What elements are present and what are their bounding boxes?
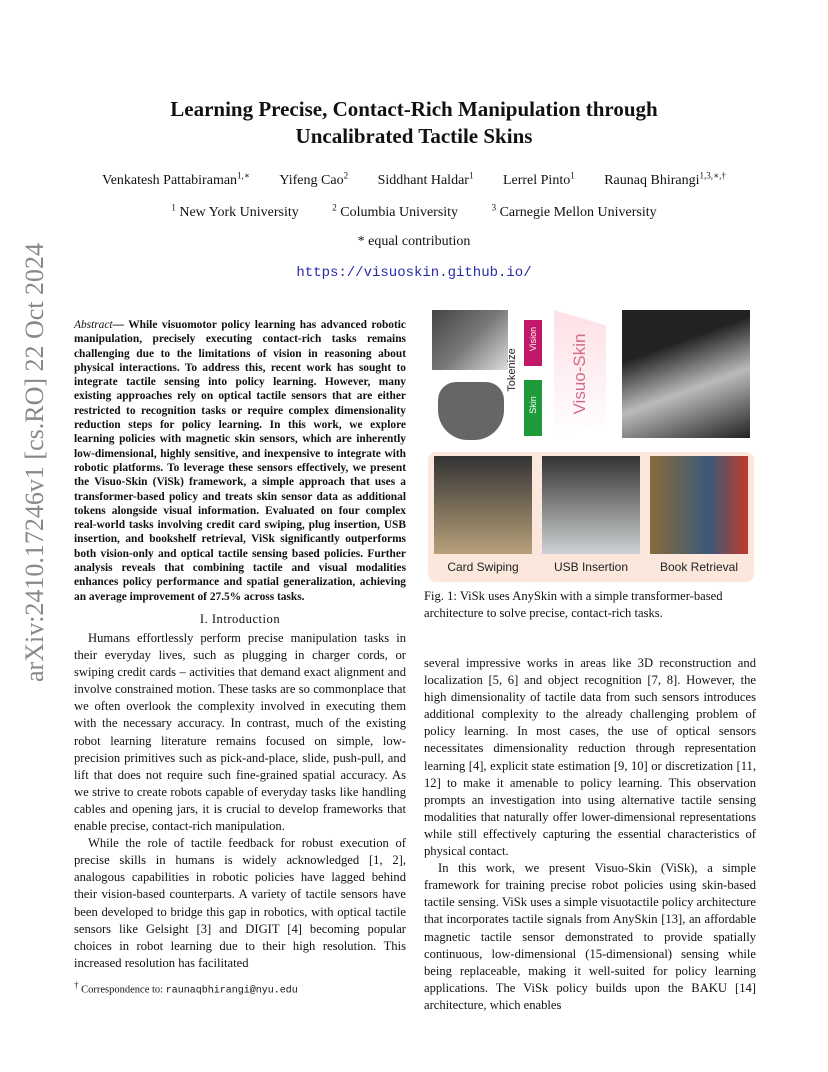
tokenize-label: Tokenize (506, 348, 518, 392)
author (502, 170, 575, 188)
author (279, 170, 349, 188)
paper-title (0, 96, 828, 150)
title-line-2: Uncalibrated Tactile Skins (295, 124, 533, 148)
skin-label: Skin (528, 396, 538, 414)
author (377, 170, 474, 188)
author-list (0, 170, 828, 189)
author-sup: 1 (570, 170, 575, 180)
author (604, 170, 726, 188)
footnote-mark: † (74, 980, 79, 990)
affil-sup: 1 (171, 202, 176, 212)
footnote-text: Correspondence to: (81, 984, 164, 996)
project-url-link[interactable]: https://visuoskin.github.io/ (296, 265, 532, 281)
intro-column (74, 630, 406, 972)
affiliation (491, 202, 657, 220)
skin-sensor-photo (438, 382, 504, 440)
usb-insertion-photo (542, 456, 640, 554)
task-label-card: Card Swiping (447, 560, 519, 574)
title-line-1: Learning Precise, Contact-Rich Manipulation through (170, 97, 658, 121)
author-name: Yifeng Cao (279, 172, 344, 188)
affil-name: Carnegie Mellon University (499, 204, 657, 220)
vision-label: Vision (528, 326, 538, 352)
author-sup: 2 (343, 170, 349, 180)
affil-sup: 3 (491, 202, 497, 212)
section-heading: I. Introduction (199, 612, 281, 626)
author-sup: 1,3,∗,† (699, 170, 726, 180)
right-column (424, 655, 756, 1014)
arxiv-identifier: arXiv:2410.17246v1 [cs.RO] 22 Oct 2024 (20, 242, 49, 682)
affil-sup: 2 (332, 202, 337, 212)
right-paragraph-2: In this work, we present Visuo-Skin (ViSk), a simple framework for training precise robot policies using skin-based tactile sensing. ViSk uses a simple visuotactile policy architecture that incorporates tactile signals from AnySkin [13], an affordable magnetic tactile sensor demonstrated to provide spatially continuous, low-dimensional (15-dimensional) sensing while being replaceable, making it well-suited for policy learning applications. The ViSk policy builds upon the BAKU [14] architecture, which enables (424, 861, 756, 1012)
intro-paragraph-1: Humans effortlessly perform precise manipulation tasks in their everyday lives, such as plugging in charger cords, or swiping credit cards – activities that demand exact alignment and involve constrained motion. These tasks are so commonplace that we often overlook the complexity involved in executing them with the necessary accuracy. In contrast, much of the existing robot learning literature remains focused on simple, low-precision primitives such as pick-and-place, slide, push-pull, and lift that does not require such fine-grained spatial accuracy. As we strive to create robots capable of everyday tasks like handling cables and opening jars, it is crucial to develop frameworks that enable precise, contact-rich manipulation. (74, 631, 406, 834)
task-label-usb: USB Insertion (553, 560, 629, 574)
card-swiping-photo (434, 456, 532, 554)
affiliation (171, 202, 299, 220)
author-name: Siddhant Haldar (377, 172, 469, 188)
author-name: Venkatesh Pattabiraman (102, 172, 238, 188)
affiliation-list (0, 202, 828, 221)
figure-caption: Fig. 1: ViSk uses AnySkin with a simple transformer-based architecture to solve precise, contact-rich tasks. (424, 589, 723, 620)
intro-paragraph-2: While the role of tactile feedback for robust execution of precise skills in humans is widely acknowledged [1, 2], analogous capabilities in robotic policies have lagged behind their vision-based counterparts. A variety of tactile sensors have been developed to bridge this gap in robotics, with optical tactile sensors like Gelsight [3] and DIGIT [4] becoming popular choices in robot learning due to their high resolution. This increased resolution has facilitated (74, 836, 406, 970)
abstract-lead: Abstract (74, 319, 113, 331)
visuo-skin-title: Visuo-Skin (570, 333, 589, 415)
abstract (74, 318, 406, 604)
author-sup: 1 (468, 170, 474, 180)
abstract-body: — While visuomotor policy learning has advanced robotic manipulation, precisely executing contact-rich tasks remains challenging due to the limitations of vision in reasoning about physical interactions. To address this, recent work has sought to integrate tactile sensing into policy learning. However, many existing approaches rely on optical tactile sensors that are either restricted to recognition tasks or require complex dimensionality reduction steps for policy learning. In this work, we explore learning policies with magnetic skin sensors, which are inherently low-dimensional, highly sensitive, and inexpensive to integrate with robotic platforms. To leverage these sensors effectively, we present the Visuo-Skin (ViSk) framework, a simple approach that uses a transformer-based policy and treats skin sensor data as additional tokens alongside visual information. Evaluated on four complex real-world tasks involving credit card swiping, plug insertion, USB insertion, and bookshelf retrieval, ViSk significantly outperforms both vision-only and optical tactile sensing based policies. Further analysis reveals that combining tactile and visual modalities enhances policy performance and spatial generalization, achieving an average improvement of 27.5% across tasks. (74, 319, 406, 603)
equal-contribution-note: * equal contribution (357, 234, 471, 249)
figure-tasks-panel (428, 452, 754, 582)
footnote-email[interactable]: raunaqbhirangi@nyu.edu (165, 985, 298, 997)
book-retrieval-photo (650, 456, 748, 554)
author-name: Lerrel Pinto (502, 172, 571, 188)
footnote (74, 980, 406, 997)
affil-name: New York University (179, 204, 299, 220)
robot-gripper-photo (432, 310, 508, 370)
robot-arm-photo (622, 310, 750, 438)
right-paragraph-1: several impressive works in areas like 3D reconstruction and localization [5, 6] and object recognition [7, 8]. However, the high dimensionality of tactile data from such sensors introduces additional complexity to the already challenging problem of policy learning. In most cases, the use of optical sensors necessitates dimensionality reduction through representation learning [4], explicit state estimation [9, 10] or discretization [11, 12] to make it amenable to policy learning. This observation prompts an investigation into using alternative tactile sensing modalities that naturally offer lower-dimensional representations while still effectively capturing the essential characteristics of physical contact. (424, 656, 756, 859)
affil-name: Columbia University (340, 204, 459, 220)
task-label-book: Book Retrieval (659, 560, 739, 574)
affiliation (332, 202, 459, 220)
figure-top-panel (424, 306, 756, 442)
author-sup: 1,∗ (237, 170, 250, 180)
author (102, 170, 250, 188)
author-name: Raunaq Bhirangi (604, 172, 700, 188)
figure-1 (424, 306, 756, 582)
